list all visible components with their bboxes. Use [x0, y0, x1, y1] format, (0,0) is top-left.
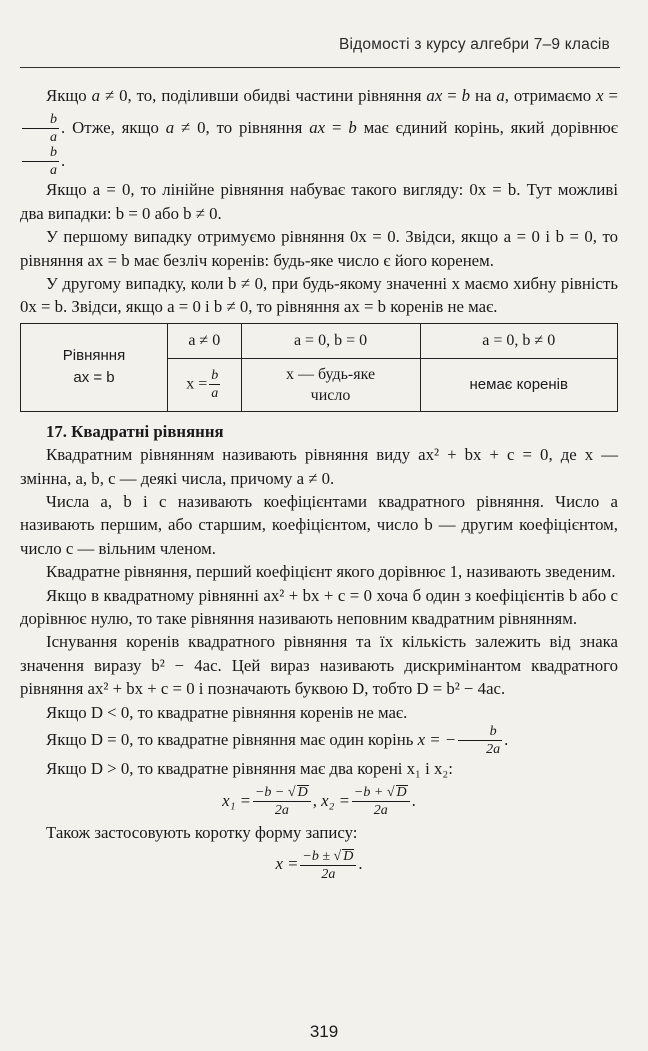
paragraph-incomplete: Якщо в квадратному рівнянні ax² + bx + c = 0 хоча б один з коефіцієнтів b або c дорівнює нулю, то таке рівняння називають неповним квадратним рівнянням. — [20, 585, 618, 628]
paragraph-zero-coefficient: Якщо a = 0, то лінійне рівняння набуває такого вигляду: 0x = b. Тут можливі два випадки: b = 0 або b ≠ 0. — [20, 180, 618, 223]
table-header-a-zero-b-zero: a = 0, b = 0 — [241, 323, 420, 358]
linear-equation-table — [20, 323, 618, 412]
paragraph-second-case: У другому випадку, коли b ≠ 0, при будь-якому значенні x маємо хибну рівність 0x = b. Звідси, якщо a = 0 і b ≠ 0, то рівняння ax = b коренів не має. — [20, 273, 618, 317]
paragraph-d-negative: Якщо D < 0, то квадратне рівняння коренів не має. — [46, 702, 408, 722]
table-row-label: Рівняння ax = b — [21, 323, 168, 411]
running-title: Відомості з курсу алгебри 7–9 класів — [339, 36, 610, 53]
paragraph-definition: Квадратним рівнянням називають рівняння виду ax² + bx + c = 0, де x — змінна, a, b, c — деякі числа, причому a ≠ 0. — [20, 445, 618, 488]
table-header-a-zero-b-nonzero: a = 0, b ≠ 0 — [420, 323, 618, 358]
formula-short-form: x = $\frac{-b \pm √ D}{2a}$ . — [275, 848, 363, 882]
paragraph-d-positive: Якщо D > 0, то квадратне рівняння має два корені x₁ і x₂: — [46, 759, 453, 779]
table-cell-no-roots: немає коренів — [420, 358, 618, 411]
section-title: 17. Квадратні рівняння — [46, 421, 224, 441]
table-header-a-nonzero: a ≠ 0 — [168, 323, 242, 358]
fraction-minus-b-over-2a: $\frac{b}{2a}$ — [458, 725, 502, 757]
paragraph-short-form: Також застосовують коротку форму запису: — [46, 822, 358, 842]
table-cell-any-number: x — будь-яке число — [241, 358, 420, 411]
fraction-b-over-a: $\frac{b}{a}$ — [22, 113, 59, 145]
paragraph-first-case: У першому випадку отримуємо рівняння 0x = 0. Звідси, якщо a = 0 і b = 0, то рівняння ax = b має безліч коренів: будь-яке число є його коренем. — [20, 227, 618, 270]
page-body — [20, 80, 618, 884]
paragraph-reduced: Квадратне рівняння, перший коефіцієнт якого дорівнює 1, називають зведеним. — [46, 562, 616, 582]
page-number: 319 — [309, 1022, 339, 1041]
header-rule — [20, 67, 620, 68]
formula-two-roots: x₁ = $\frac{-b - √ D}{2a}$ , x₂ = $\frac{-b + √ D}{2a}$ . — [222, 785, 416, 819]
paragraph-division: Якщо a ≠ 0, то, поділивши обидві частини рівняння ax = b на a, отримаємо x = $\frac{b}{a}$ . Отже, якщо a ≠ 0, то рівняння ax = b має єдиний корінь, який дорівнює $\frac{b}{a}$ . — [20, 80, 618, 178]
paragraph-coefficients: Числа a, b і c називають коефіцієнтами квадратного рівняння. Число a називають першим, або старшим, коефіцієнтом, число b — другим коефіцієнтом, число c — вільним членом. — [20, 491, 618, 558]
table-cell-unique-root: x = $\frac{b}{a}$ — [168, 358, 242, 411]
paragraph-discriminant: Існування коренів квадратного рівняння та їх кількість залежить від знака значення виразу b² − 4ac. Цей вираз називають дискримінантом квадратного рівняння ax² + bx + c = 0 і позначають буквою D, тобто D = b² − 4ac. — [20, 632, 618, 699]
paragraph-d-zero: Якщо D = 0, то квадратне рівняння має один корінь x = − $\frac{b}{2a}$ . — [46, 724, 509, 758]
fraction-b-over-a: $\frac{b}{a}$ — [22, 146, 59, 178]
